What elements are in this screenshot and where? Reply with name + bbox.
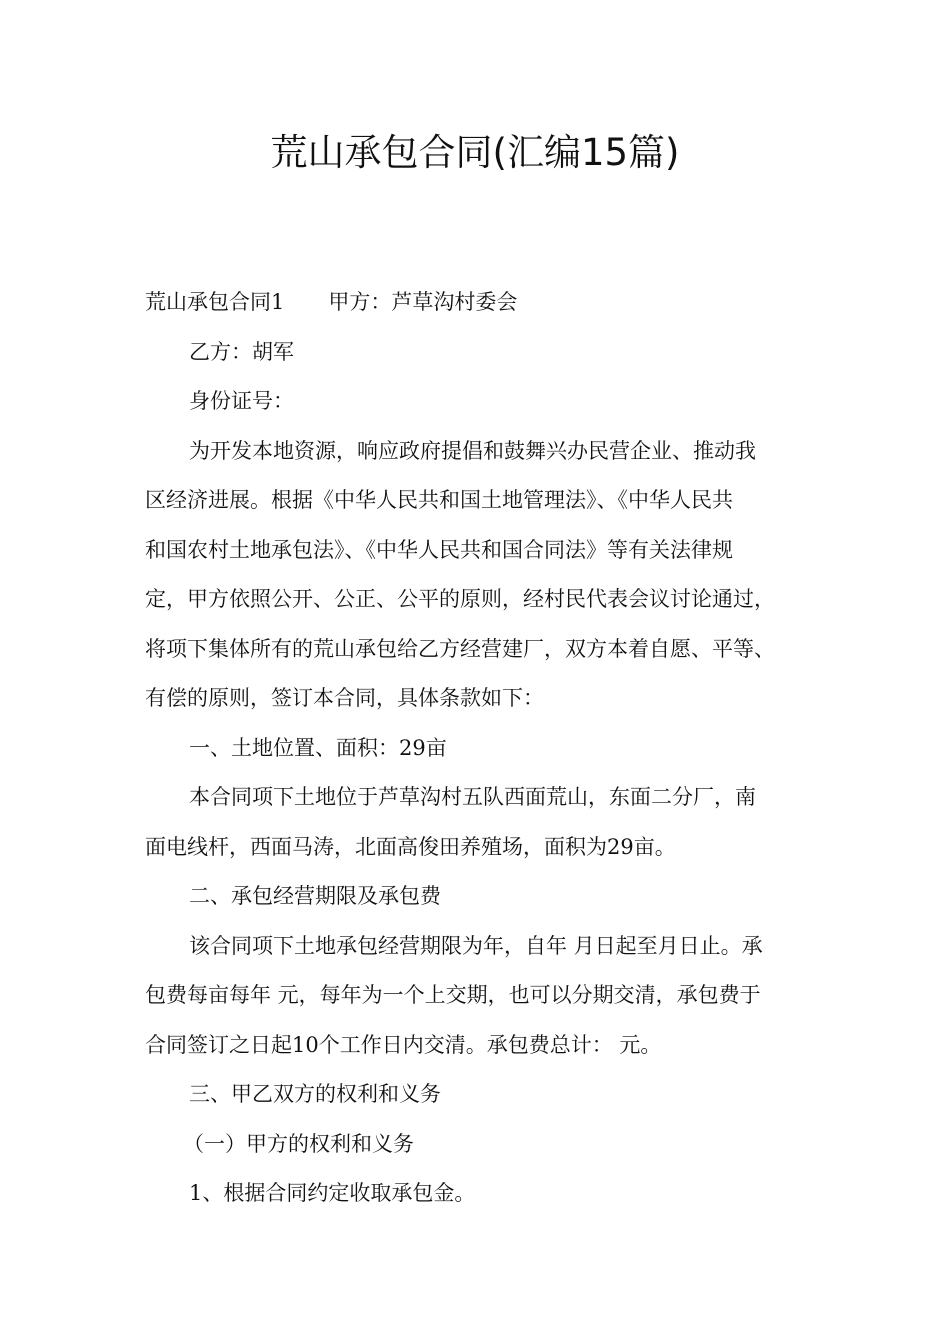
section-heading: 一、土地位置、面积：29亩 xyxy=(189,735,447,760)
paragraph-line: 该合同项下土地承包经营期限为年，自年 月日起至月日止。承 xyxy=(189,933,763,958)
paragraph-line: 合同签订之日起10个工作日内交清。承包费总计： 元。 xyxy=(145,1032,662,1057)
paragraph-line: 区经济进展。根据《中华人民共和国土地管理法》、《中华人民共 xyxy=(145,488,733,512)
party-b: 乙方：胡军 xyxy=(189,339,294,364)
section-heading: 二、承包经营期限及承包费 xyxy=(189,884,441,908)
paragraph-line: 面电线杆，西面马涛，北面高俊田养殖场，面积为29亩。 xyxy=(145,834,676,859)
section-heading: 三、甲乙双方的权利和义务 xyxy=(189,1082,441,1106)
paragraph-line: 将项下集体所有的荒山承包给乙方经营建厂，双方本着自愿、平等、 xyxy=(145,636,775,661)
paragraph-line: 定，甲方依照公开、公正、公平的原则，经村民代表会议讨论通过， xyxy=(145,587,775,611)
list-item: 1、根据合同约定收取承包金。 xyxy=(189,1181,476,1205)
contract-header-line xyxy=(145,278,825,328)
paragraph-line: 为开发本地资源，响应政府提倡和鼓舞兴办民营企业、推动我 xyxy=(189,438,756,463)
contract-number: 荒山承包合同1 xyxy=(145,290,285,314)
paragraph-line: 有偿的原则，签订本合同，具体条款如下： xyxy=(145,686,544,710)
subsection-heading: （一）甲方的权利和义务 xyxy=(183,1131,414,1156)
paragraph-line: 包费每亩每年 元，每年为一个上交期，也可以分期交清，承包费于 xyxy=(145,983,761,1007)
id-number: 身份证号： xyxy=(189,389,294,413)
party-a: 甲方：芦草沟村委会 xyxy=(328,290,518,314)
document-title: 荒山承包合同(汇编15篇) xyxy=(270,131,680,174)
paragraph-line: 本合同项下土地位于芦草沟村五队西面荒山，东面二分厂，南 xyxy=(189,785,756,809)
paragraph-line: 和国农村土地承包法》、《中华人民共和国合同法》等有关法律规 xyxy=(145,537,733,562)
document-body xyxy=(145,278,825,1219)
